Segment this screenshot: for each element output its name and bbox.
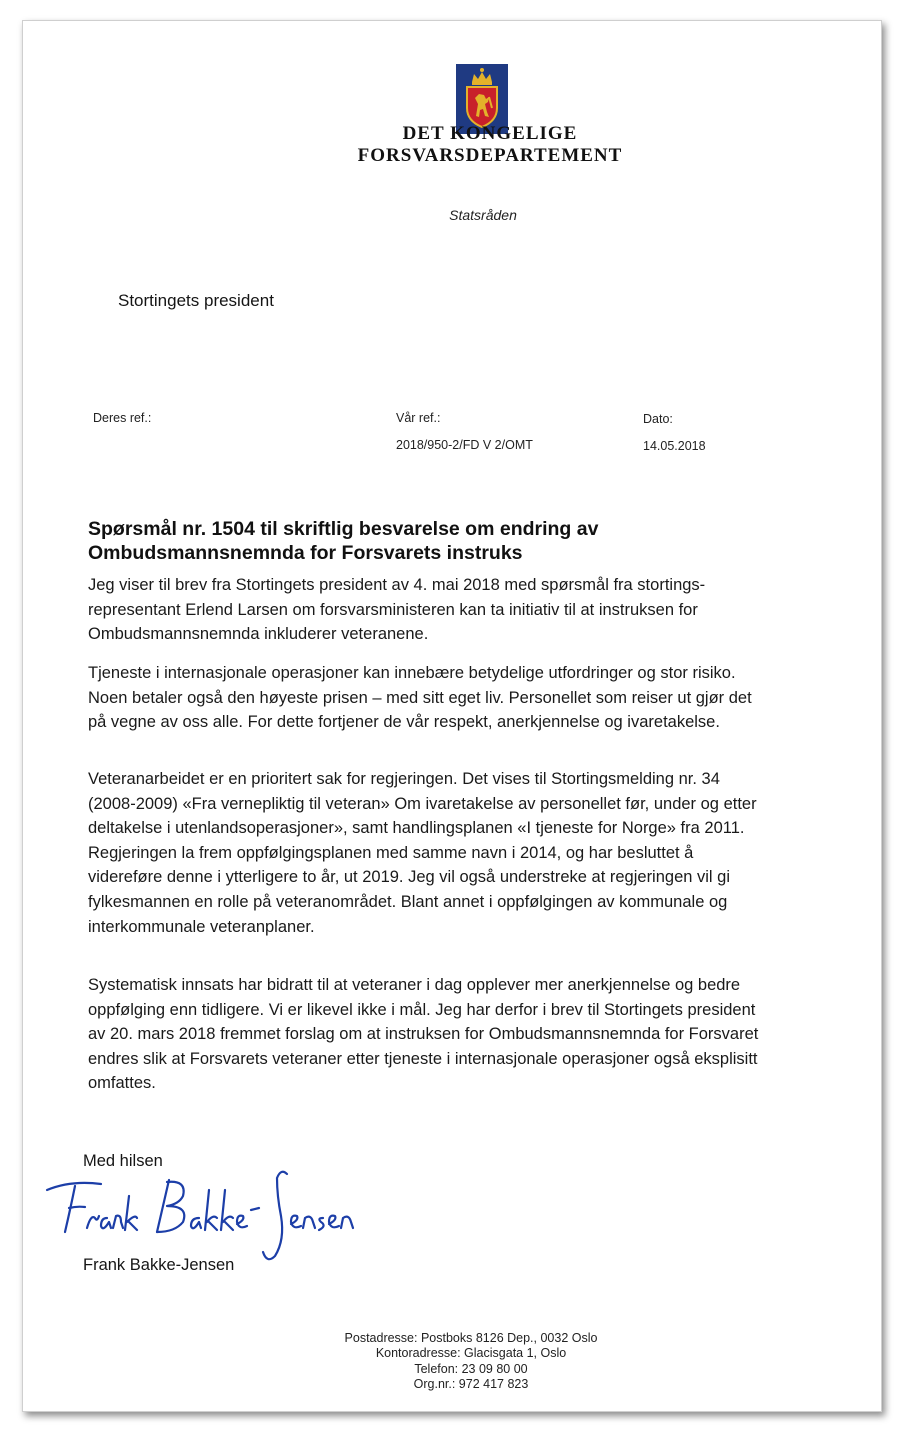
- paragraph-3: [88, 767, 828, 939]
- footer-postal-address: Postadresse: Postboks 8126 Dep., 0032 Oslo: [344, 1331, 598, 1345]
- paragraph-4: [88, 973, 828, 1096]
- paragraph-line: Regjeringen la frem oppfølgingsplanen med samme navn i 2014, og har besluttet å: [88, 843, 694, 862]
- paragraph-line: Ombudsmannsnemnda inkluderer veteranene.: [88, 625, 429, 644]
- paragraph-line: representant Erlend Larsen om forsvarsministeren kan ta initiativ til at instruksen for: [88, 600, 698, 619]
- date-value: 14.05.2018: [643, 439, 706, 453]
- paragraph-line: omfattes.: [88, 1074, 156, 1093]
- date-label: Dato:: [643, 412, 673, 426]
- office-title: Statsråden: [449, 207, 517, 223]
- closing-greeting: Med hilsen: [83, 1152, 163, 1170]
- recipient: Stortingets president: [118, 291, 274, 310]
- paragraph-line: fylkesmannen en rolle på veteranområdet. Blant annet i oppfølgingen av kommunale og: [88, 892, 728, 911]
- var-ref-label: Vår ref.:: [396, 411, 441, 425]
- letter-page: [22, 20, 882, 1412]
- paragraph-line: Jeg viser til brev fra Stortingets president av 4. mai 2018 med spørsmål fra stortings-: [88, 576, 706, 594]
- paragraph-line: (2008-2009) «Fra vernepliktig til veteran» Om ivaretakelse av personellet før, under og etter: [88, 794, 757, 813]
- signatory-name: Frank Bakke-Jensen: [83, 1256, 235, 1274]
- ministry-name-line1: DET KONGELIGE: [402, 123, 578, 144]
- paragraph-line: Noen betaler også den høyeste prisen – med sitt eget liv. Personellet som reiser ut gjør det: [88, 688, 752, 707]
- paragraph-1: [88, 573, 828, 647]
- footer-address: [301, 1331, 641, 1392]
- footer-org-number: Org.nr.: 972 417 823: [413, 1376, 529, 1391]
- paragraph-line: på vegne av oss alle. For dette fortjener de vår respekt, anerkjennelse og ivaretakelse.: [88, 713, 720, 732]
- subject-line: Ombudsmannsnemnda for Forsvarets instruks: [88, 542, 523, 564]
- paragraph-line: deltakelse i utenlandsoperasjoner», samt handlingsplanen «I tjeneste for Norge» fra 2011.: [88, 819, 745, 838]
- footer-phone: Telefon: 23 09 80 00: [414, 1361, 528, 1376]
- paragraph-line: av 20. mars 2018 fremmet forslag om at instruksen for Ombudsmannsnemnda for Forsvaret: [88, 1025, 759, 1044]
- paragraph-line: Tjeneste i internasjonale operasjoner kan innebære betydelige utfordringer og stor risiko.: [88, 664, 736, 682]
- subject-line: Spørsmål nr. 1504 til skriftlig besvarelse om endring av: [88, 518, 599, 540]
- footer-office-address: Kontoradresse: Glacisgata 1, Oslo: [375, 1346, 567, 1361]
- paragraph-line: Veteranarbeidet er en prioritert sak for regjeringen. Det vises til Stortingsmelding nr. 34: [88, 770, 720, 788]
- paragraph-line: oppfølging enn tidligere. Vi er likevel ikke i mål. Jeg har derfor i brev til Stortingets president: [88, 1000, 756, 1019]
- paragraph-line: interkommunale veteranplaner.: [88, 917, 315, 936]
- deres-ref-label: Deres ref.:: [93, 411, 152, 425]
- ministry-name-line2: FORSVARSDEPARTEMENT: [357, 145, 623, 166]
- var-ref-value: 2018/950-2/FD V 2/OMT: [396, 438, 533, 452]
- paragraph-2: [88, 661, 828, 735]
- paragraph-line: endres slik at Forsvarets veteraner etter tjeneste i internasjonale operasjoner også eksplisitt: [88, 1049, 758, 1068]
- paragraph-line: Systematisk innsats har bidratt til at veteraner i dag opplever mer anerkjennelse og bedre: [88, 976, 741, 994]
- letter-subject: [88, 517, 788, 565]
- paragraph-line: videreføre denne i ytterligere to år, ut 2019. Jeg vil også understreke at regjeringen vil gi: [88, 868, 731, 887]
